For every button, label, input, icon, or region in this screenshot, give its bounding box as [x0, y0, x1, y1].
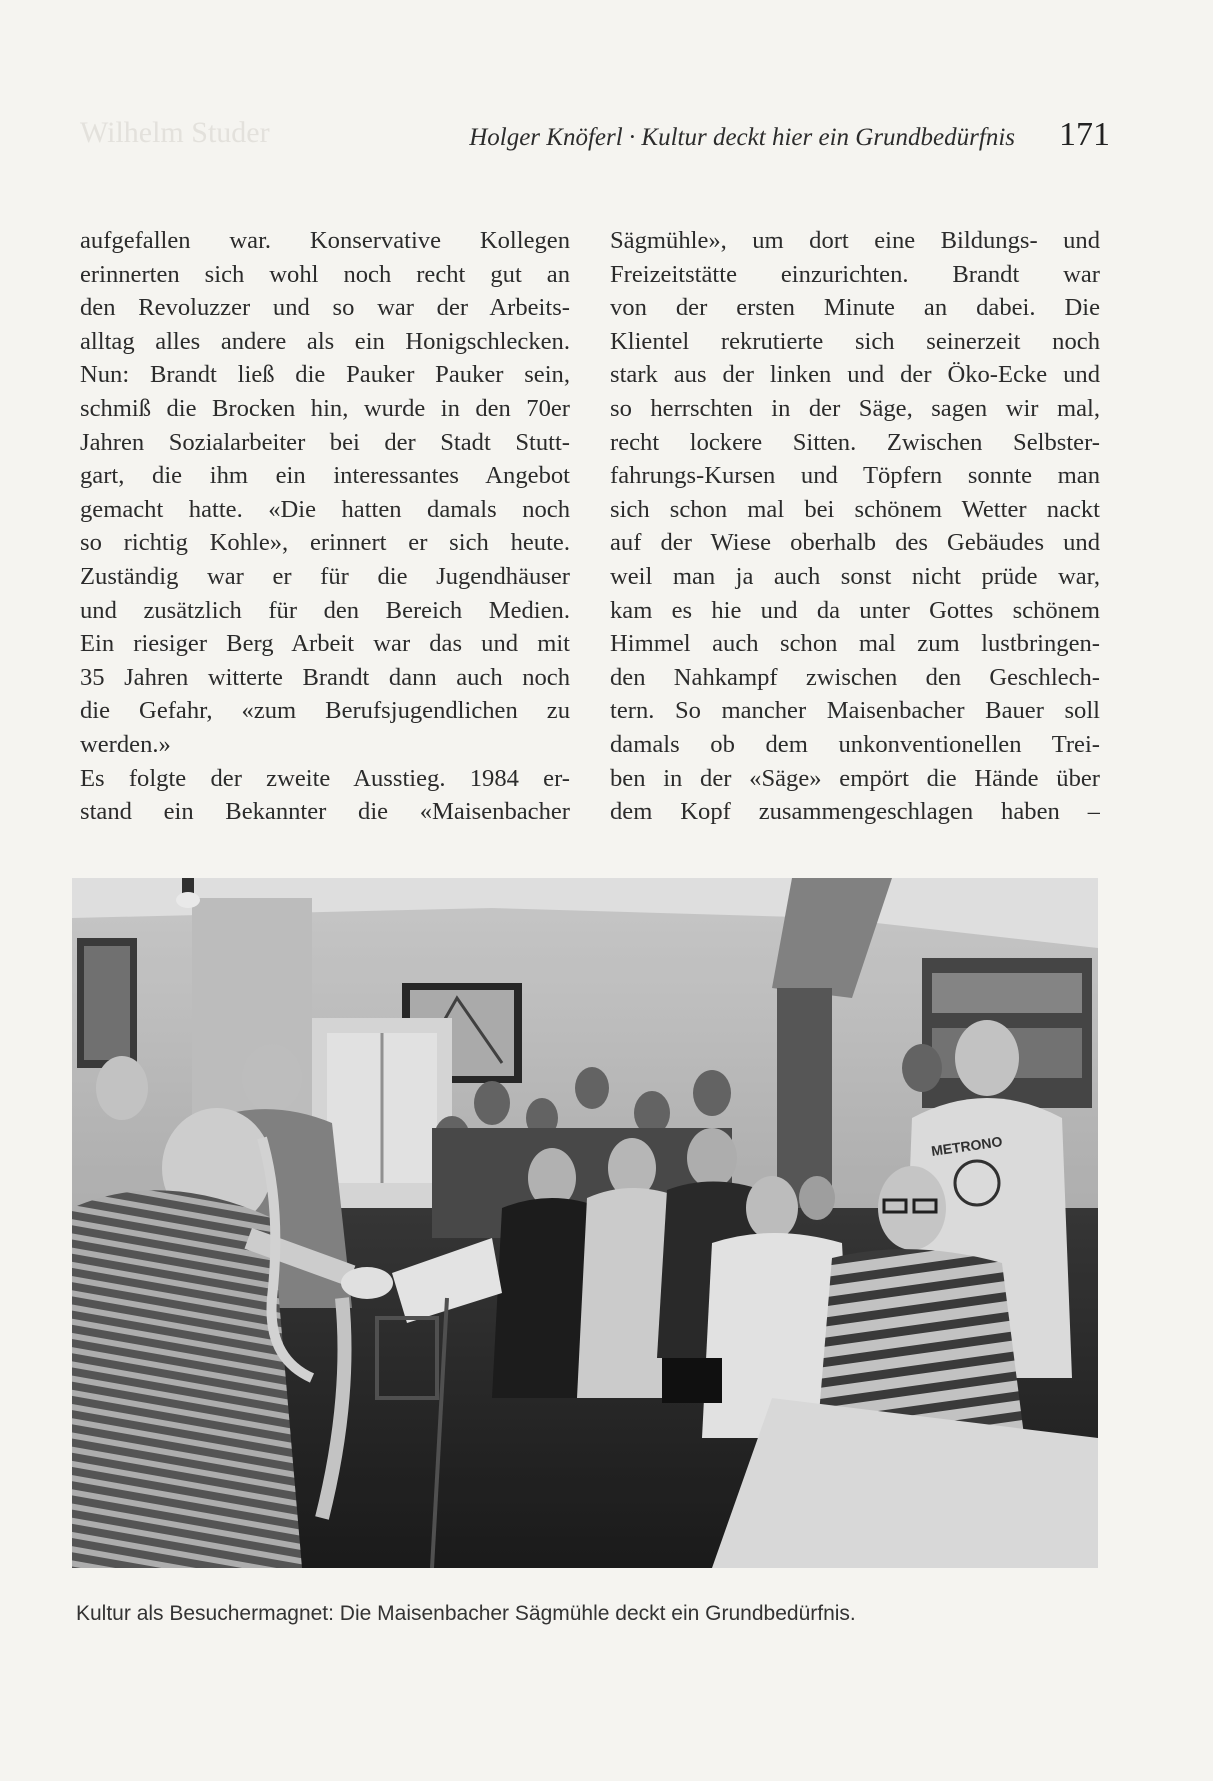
text-line: dem Kopf zusammengeschlagen haben –: [610, 798, 1100, 826]
text-line: tern. So mancher Maisenbacher Bauer soll: [610, 697, 1100, 725]
text-line: Sägmühle», um dort eine Bildungs- und: [610, 227, 1100, 254]
text-line: kam es hie und da unter Gottes schönem: [610, 596, 1100, 624]
text-line: Klientel rekrutierte sich seinerzeit noch: [610, 327, 1100, 355]
bleed-through-text: Wilhelm Studer: [80, 116, 270, 149]
text-line: auf der Wiese oberhalb des Gebäudes und: [610, 529, 1100, 557]
text-line: recht lockere Sitten. Zwischen Selbster-: [610, 428, 1100, 456]
text-line: weil man ja auch sonst nicht prüde war,: [610, 562, 1100, 590]
page-header: [80, 118, 1110, 158]
text-line: Ein riesiger Berg Arbeit war das und mit: [80, 630, 570, 658]
text-line: werden.»: [80, 730, 171, 758]
text-line: 35 Jahren witterte Brandt dann auch noch: [80, 663, 570, 691]
right-text-column: [610, 224, 1100, 829]
text-line: die Gefahr, «zum Berufsjugendlichen zu: [80, 697, 570, 725]
text-line: alltag alles andere als ein Honigschlecken.: [80, 327, 570, 355]
text-line: sich schon mal bei schönem Wetter nackt: [610, 495, 1100, 523]
text-line: den Revoluzzer und so war der Arbeits-: [80, 294, 570, 322]
figure-caption: Kultur als Besuchermagnet: Die Maisenbacher Sägmühle deckt ein Grundbedürfnis.: [76, 1602, 856, 1625]
text-line: stand ein Bekannter die «Maisenbacher: [80, 798, 570, 826]
text-line: und zusätzlich für den Bereich Medien.: [80, 596, 570, 624]
text-line: so richtig Kohle», erinnert er sich heute.: [80, 529, 570, 557]
text-line: so herrschten in der Säge, sagen wir mal,: [610, 394, 1100, 422]
text-line: aufgefallen war. Konservative Kollegen: [80, 227, 570, 254]
text-line: fahrungs-Kursen und Töpfern sonnte man: [610, 462, 1100, 490]
text-line: gart, die ihm ein interessantes Angebot: [80, 462, 570, 490]
concert-photo: [72, 878, 1098, 1568]
text-line: den Nahkampf zwischen den Geschlech-: [610, 663, 1100, 691]
text-line: erinnerten sich wohl noch recht gut an: [80, 260, 570, 288]
text-line: von der ersten Minute an dabei. Die: [610, 294, 1100, 322]
text-line: Es folgte der zweite Ausstieg. 1984 er-: [80, 764, 570, 792]
left-text-column: [80, 224, 570, 829]
page-number: 171: [1059, 116, 1110, 153]
text-line: schmiß die Brocken hin, wurde in den 70er: [80, 394, 570, 422]
text-line: stark aus der linken und der Öko-Ecke und: [610, 361, 1100, 389]
text-line: Jahren Sozialarbeiter bei der Stadt Stutt-: [80, 428, 570, 456]
text-line: Himmel auch schon mal zum lustbringen-: [610, 630, 1100, 658]
text-line: Nun: Brandt ließ die Pauker Pauker sein,: [80, 361, 570, 389]
text-line: Freizeitstätte einzurichten. Brandt war: [610, 260, 1100, 288]
text-line: gemacht hatte. «Die hatten damals noch: [80, 495, 570, 523]
text-line: ben in der «Säge» empört die Hände über: [610, 764, 1100, 792]
text-line: Zuständig war er für die Jugendhäuser: [80, 562, 570, 590]
running-title: Holger Knöferl · Kultur deckt hier ein Grundbedürfnis: [469, 124, 1015, 151]
text-line: damals ob dem unkonventionellen Trei-: [610, 730, 1100, 758]
shirt-print: METRONO: [930, 1133, 1004, 1159]
